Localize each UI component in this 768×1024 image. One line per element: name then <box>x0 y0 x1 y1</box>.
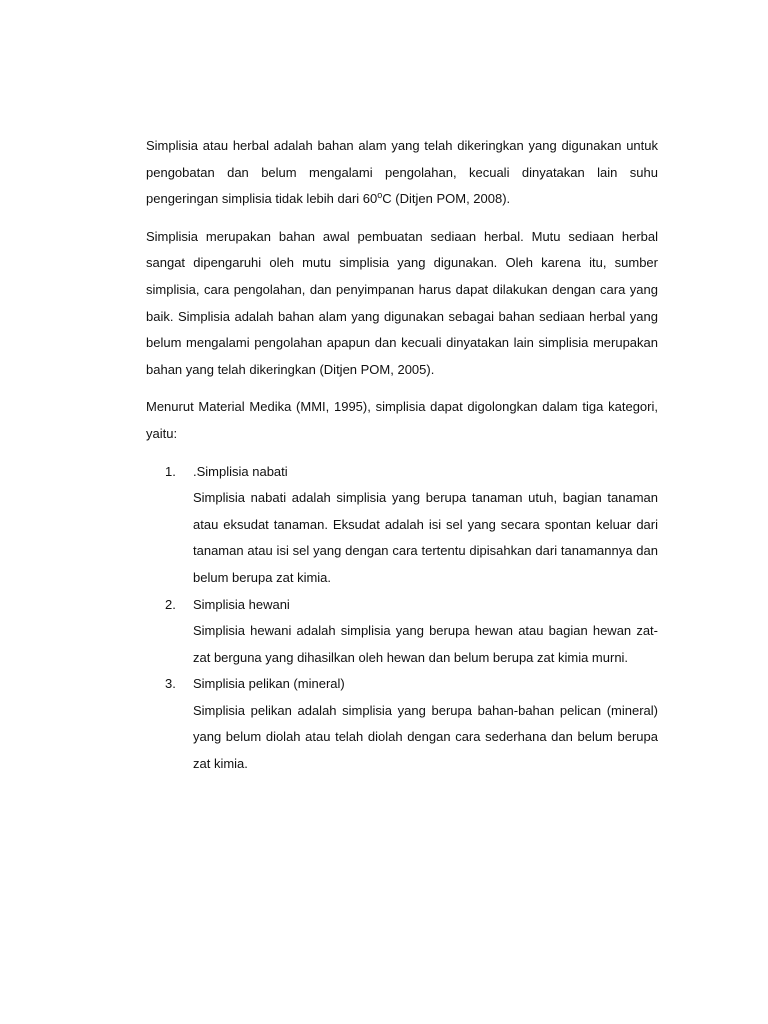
list-item <box>146 592 658 672</box>
paragraph-quality: Simplisia merupakan bahan awal pembuatan sediaan herbal. Mutu sediaan herbal sangat dipengaruhi oleh mutu simplisia yang digunakan. Oleh karena itu, sumber simplisia, cara pengolahan, dan penyimpanan harus dapat dilakukan dengan cara yang baik. Simplisia adalah bahan alam yang digunakan sebagai bahan sediaan herbal yang belum mengalami pengolahan apapun dan kecuali dinyatakan lain simplisia merupakan bahan yang telah dikeringkan (Ditjen POM, 2005). <box>146 228 658 377</box>
list-item <box>146 671 658 777</box>
list-item-title: .Simplisia nabati <box>193 463 288 479</box>
list-item-title: Simplisia pelikan (mineral) <box>193 676 345 692</box>
list-item-number: 2. <box>165 596 176 612</box>
list-item-description: Simplisia hewani adalah simplisia yang berupa hewan atau bagian hewan zat- zat berguna yang dihasilkan oleh hewan dan belum berupa zat kimia murni. <box>193 623 658 665</box>
category-list <box>146 459 658 778</box>
list-item <box>146 459 658 592</box>
list-item-number: 1. <box>165 463 176 479</box>
list-item-title: Simplisia hewani <box>193 596 290 612</box>
degree-symbol: o <box>377 190 383 201</box>
paragraph-classification: Menurut Material Medika (MMI, 1995), simplisia dapat digolongkan dalam tiga kategori, yaitu: <box>146 399 658 441</box>
paragraph-definition <box>146 133 658 213</box>
paragraph-definition-text: Simplisia atau herbal adalah bahan alam yang telah dikeringkan yang digunakan untuk pengobatan dan belum mengalami pengolahan, kecuali dinyatakan lain suhu pengeringan simplisia tidak lebih dari 60 <box>146 138 658 207</box>
paragraph-definition-tail: C (Ditjen POM, 2008). <box>382 191 511 207</box>
list-item-description: Simplisia pelikan adalah simplisia yang berupa bahan-bahan pelican (mineral) yang belum diolah atau telah diolah dengan cara sederhana dan belum berupa zat kimia. <box>193 702 658 772</box>
list-item-description: Simplisia nabati adalah simplisia yang berupa tanaman utuh, bagian tanaman atau eksudat tanaman. Eksudat adalah isi sel yang secara spontan keluar dari tanaman atau isi sel yang dengan cara tertentu dipisahkan dari tanamannya dan belum berupa zat kimia. <box>193 490 658 585</box>
document-page <box>146 133 658 778</box>
list-item-number: 3. <box>165 676 176 692</box>
